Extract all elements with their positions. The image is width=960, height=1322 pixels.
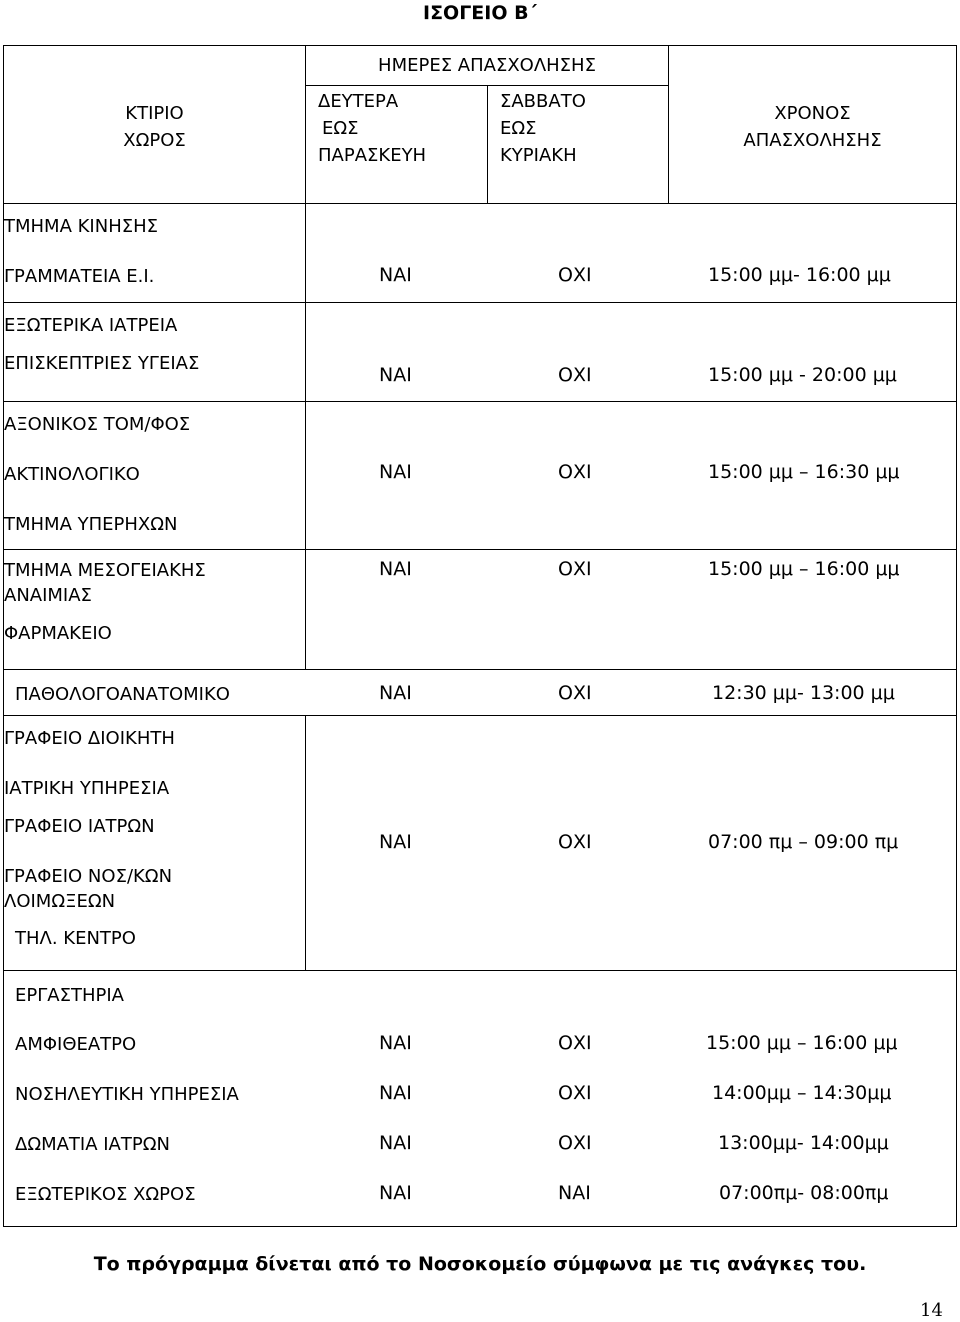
page-number: 14 <box>920 1300 943 1321</box>
weekdays-value: ΝΑΙ <box>379 1132 412 1154</box>
table-row <box>4 716 957 971</box>
row-label: ΔΩΜΑΤΙΑ ΙΑΤΡΩΝ <box>15 1134 170 1155</box>
row-label: ΠΑΘΟΛΟΓΟΑΝΑΤΟΜΙΚΟ <box>15 684 230 705</box>
table-row <box>4 550 957 670</box>
row-label: ΓΡΑΦΕΙΟ ΔΙΟΙΚΗΤΗ ΙΑΤΡΙΚΗ ΥΠΗΡΕΣΙΑ ΓΡΑΦΕΙΟ ΙΑΤΡΩΝ ΓΡΑΦΕΙΟ ΝΟΣ/ΚΩΝ ΛΟΙΜΩΞΕΩΝ ΤΗΛ. ΚΕΝΤΡΟ <box>4 716 306 971</box>
weekend-value: ΝΑΙ <box>558 1182 591 1204</box>
weekend-value: ΟΧΙ <box>558 461 592 483</box>
schedule-table <box>3 45 957 1227</box>
time-value: 14:00μμ – 14:30μμ <box>712 1082 892 1104</box>
row-values <box>306 204 957 303</box>
row-label: ΕΞΩΤΕΡΙΚΟΣ ΧΩΡΟΣ <box>15 1184 196 1205</box>
row-values <box>306 716 957 971</box>
table-row <box>4 402 957 550</box>
table-row <box>4 670 957 716</box>
table-row <box>4 204 957 303</box>
row-values <box>306 550 957 670</box>
weekdays-value: ΝΑΙ <box>379 682 412 704</box>
page-title: ΙΣΟΓΕΙΟ Β΄ <box>423 2 537 24</box>
weekend-header: ΣΑΒΒΑΤΟ ΕΩΣ ΚΥΡΙΑΚΗ <box>488 86 669 204</box>
weekend-value: ΟΧΙ <box>558 1032 592 1054</box>
weekdays-value: ΝΑΙ <box>379 831 412 853</box>
weekdays-value: ΝΑΙ <box>379 264 412 286</box>
row-label: ΕΞΩΤΕΡΙΚΑ ΙΑΤΡΕΙΑ ΕΠΙΣΚΕΠΤΡΙΕΣ ΥΓΕΙΑΣ <box>4 303 306 402</box>
time-value: 15:00 μμ- 16:00 μμ <box>708 264 891 286</box>
row-values <box>306 303 957 402</box>
weekdays-value: ΝΑΙ <box>379 1032 412 1054</box>
weekdays-value: ΝΑΙ <box>379 364 412 386</box>
weekdays-value: ΝΑΙ <box>379 1182 412 1204</box>
row-values <box>4 971 957 1227</box>
time-header: ΧΡΟΝΟΣ ΑΠΑΣΧΟΛΗΣΗΣ <box>669 46 957 204</box>
row-label: ΑΞΟΝΙΚΟΣ ΤΟΜ/ΦΟΣ ΑΚΤΙΝΟΛΟΓΙΚΟ ΤΜΗΜΑ ΥΠΕΡΗΧΩΝ <box>4 402 306 550</box>
row-label: ΕΡΓΑΣΤΗΡΙΑ <box>15 985 124 1006</box>
row-label: ΤΜΗΜΑ ΚΙΝΗΣΗΣ ΓΡΑΜΜΑΤΕΙΑ Ε.Ι. <box>4 204 306 303</box>
row-label: ΑΜΦΙΘΕΑΤΡΟ <box>15 1034 137 1055</box>
weekend-value: ΟΧΙ <box>558 1082 592 1104</box>
weekend-value: ΟΧΙ <box>558 1132 592 1154</box>
time-value: 12:30 μμ- 13:00 μμ <box>712 682 895 704</box>
weekend-value: ΟΧΙ <box>558 364 592 386</box>
time-value: 13:00μμ- 14:00μμ <box>718 1132 889 1154</box>
row-label: ΝΟΣΗΛΕΥΤΙΚΗ ΥΠΗΡΕΣΙΑ <box>15 1084 239 1105</box>
weekend-value: ΟΧΙ <box>558 264 592 286</box>
row-values <box>4 670 957 716</box>
time-value: 15:00 μμ – 16:30 μμ <box>708 461 900 483</box>
weekdays-value: ΝΑΙ <box>379 461 412 483</box>
days-header: ΗΜΕΡΕΣ ΑΠΑΣΧΟΛΗΣΗΣ <box>306 46 669 86</box>
weekend-value: ΟΧΙ <box>558 682 592 704</box>
table-row <box>4 971 957 1227</box>
building-header: ΚΤΙΡΙΟ ΧΩΡΟΣ <box>4 46 306 204</box>
row-values <box>306 402 957 550</box>
weekend-value: ΟΧΙ <box>558 558 592 580</box>
time-value: 07:00πμ- 08:00πμ <box>719 1182 889 1204</box>
time-value: 15:00 μμ – 16:00 μμ <box>708 558 900 580</box>
weekdays-header: ΔΕΥΤΕΡΑ ΕΩΣ ΠΑΡΑΣΚΕΥΗ <box>306 86 488 204</box>
weekdays-value: ΝΑΙ <box>379 558 412 580</box>
time-value: 15:00 μμ – 16:00 μμ <box>706 1032 898 1054</box>
header-row <box>4 46 957 86</box>
time-value: 07:00 πμ – 09:00 πμ <box>708 831 899 853</box>
row-label: ΤΜΗΜΑ ΜΕΣΟΓΕΙΑΚΗΣ ΑΝΑΙΜΙΑΣ ΦΑΡΜΑΚΕΙΟ <box>4 550 306 670</box>
weekend-value: ΟΧΙ <box>558 831 592 853</box>
weekdays-value: ΝΑΙ <box>379 1082 412 1104</box>
table-row <box>4 303 957 402</box>
footer-note: Το πρόγραμμα δίνεται από το Νοσοκομείο σύμφωνα με τις ανάγκες του. <box>93 1253 867 1275</box>
time-value: 15:00 μμ - 20:00 μμ <box>708 364 897 386</box>
